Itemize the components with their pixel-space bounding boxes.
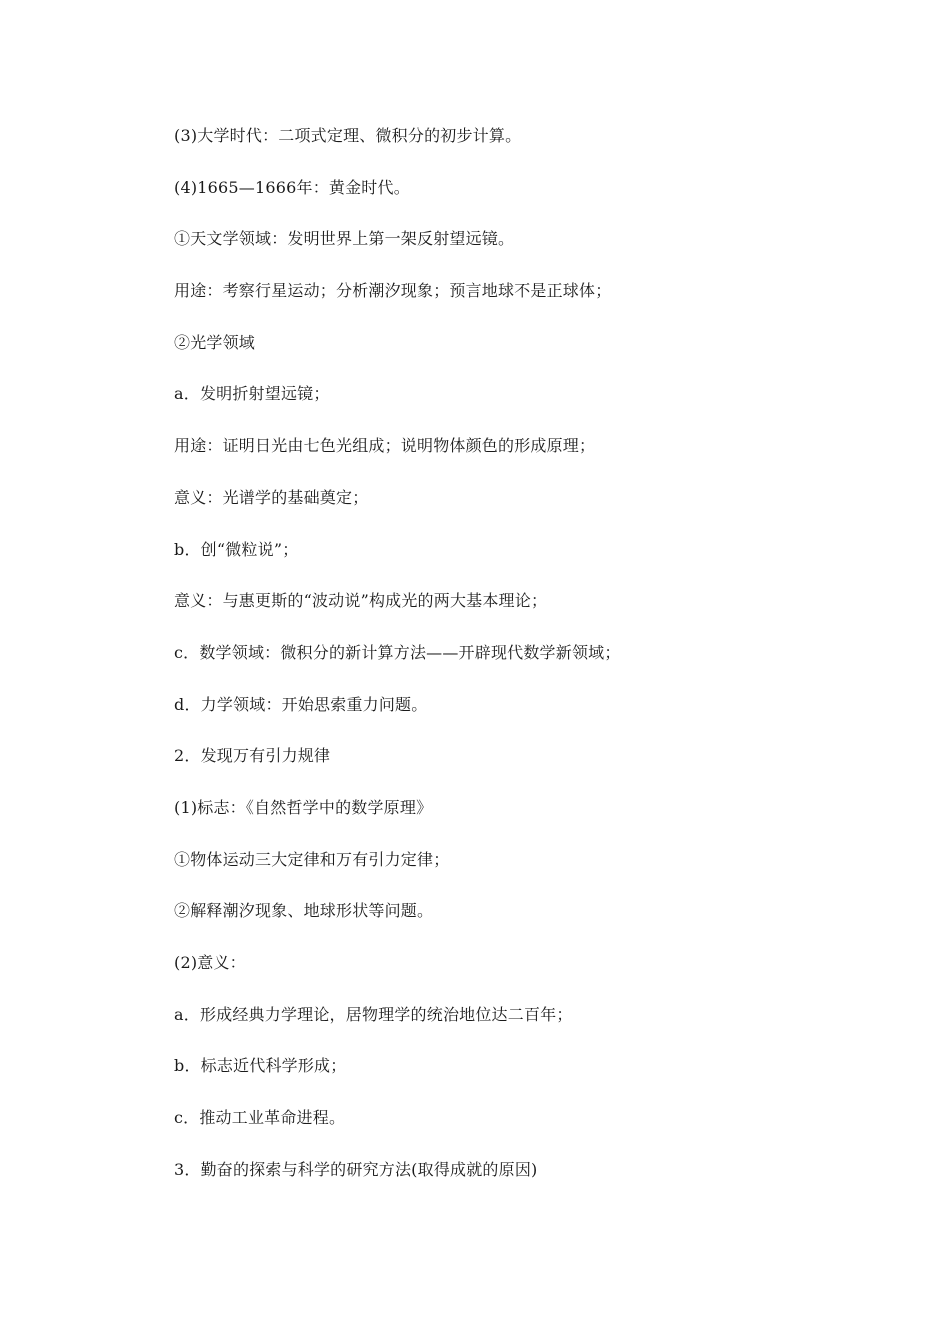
text-line: c．推动工业革命进程。: [174, 1108, 346, 1128]
text-line: ②解释潮汐现象、地球形状等问题。: [174, 901, 434, 921]
text-line: ①天文学领域：发明世界上第一架反射望远镜。: [174, 229, 515, 249]
text-line: 意义：光谱学的基础奠定；: [174, 487, 369, 507]
text-line: ②光学领域: [174, 332, 256, 352]
text-line: 3．勤奋的探索与科学的研究方法(取得成就的原因): [174, 1159, 538, 1179]
text-line: a．形成经典力学理论，居物理学的统治地位达二百年；: [174, 1004, 573, 1024]
text-line: 用途：考察行星运动；分析潮汐现象；预言地球不是正球体；: [174, 281, 612, 301]
text-line: b．创“微粒说”；: [174, 539, 299, 559]
text-line: 意义：与惠更斯的“波动说”构成光的两大基本理论；: [174, 591, 548, 611]
text-line: ①物体运动三大定律和万有引力定律；: [174, 849, 450, 869]
text-line: (4)1665—1666年：黄金时代。: [174, 177, 410, 197]
text-line: a．发明折射望远镜；: [174, 384, 330, 404]
text-line: 用途：证明日光由七色光组成；说明物体颜色的形成原理；: [174, 436, 596, 456]
text-line: b．标志近代科学形成；: [174, 1056, 347, 1076]
text-line: d．力学领域：开始思索重力问题。: [174, 694, 428, 714]
text-line: (3)大学时代：二项式定理、微积分的初步计算。: [174, 126, 522, 145]
text-line: (1)标志：《自然哲学中的数学原理》: [174, 797, 433, 817]
text-line: c．数学领域：微积分的新计算方法——开辟现代数学新领域；: [174, 642, 621, 662]
text-line: (2)意义：: [174, 953, 246, 972]
text-line: 2．发现万有引力规律: [174, 746, 331, 766]
document-body: [174, 122, 874, 1207]
